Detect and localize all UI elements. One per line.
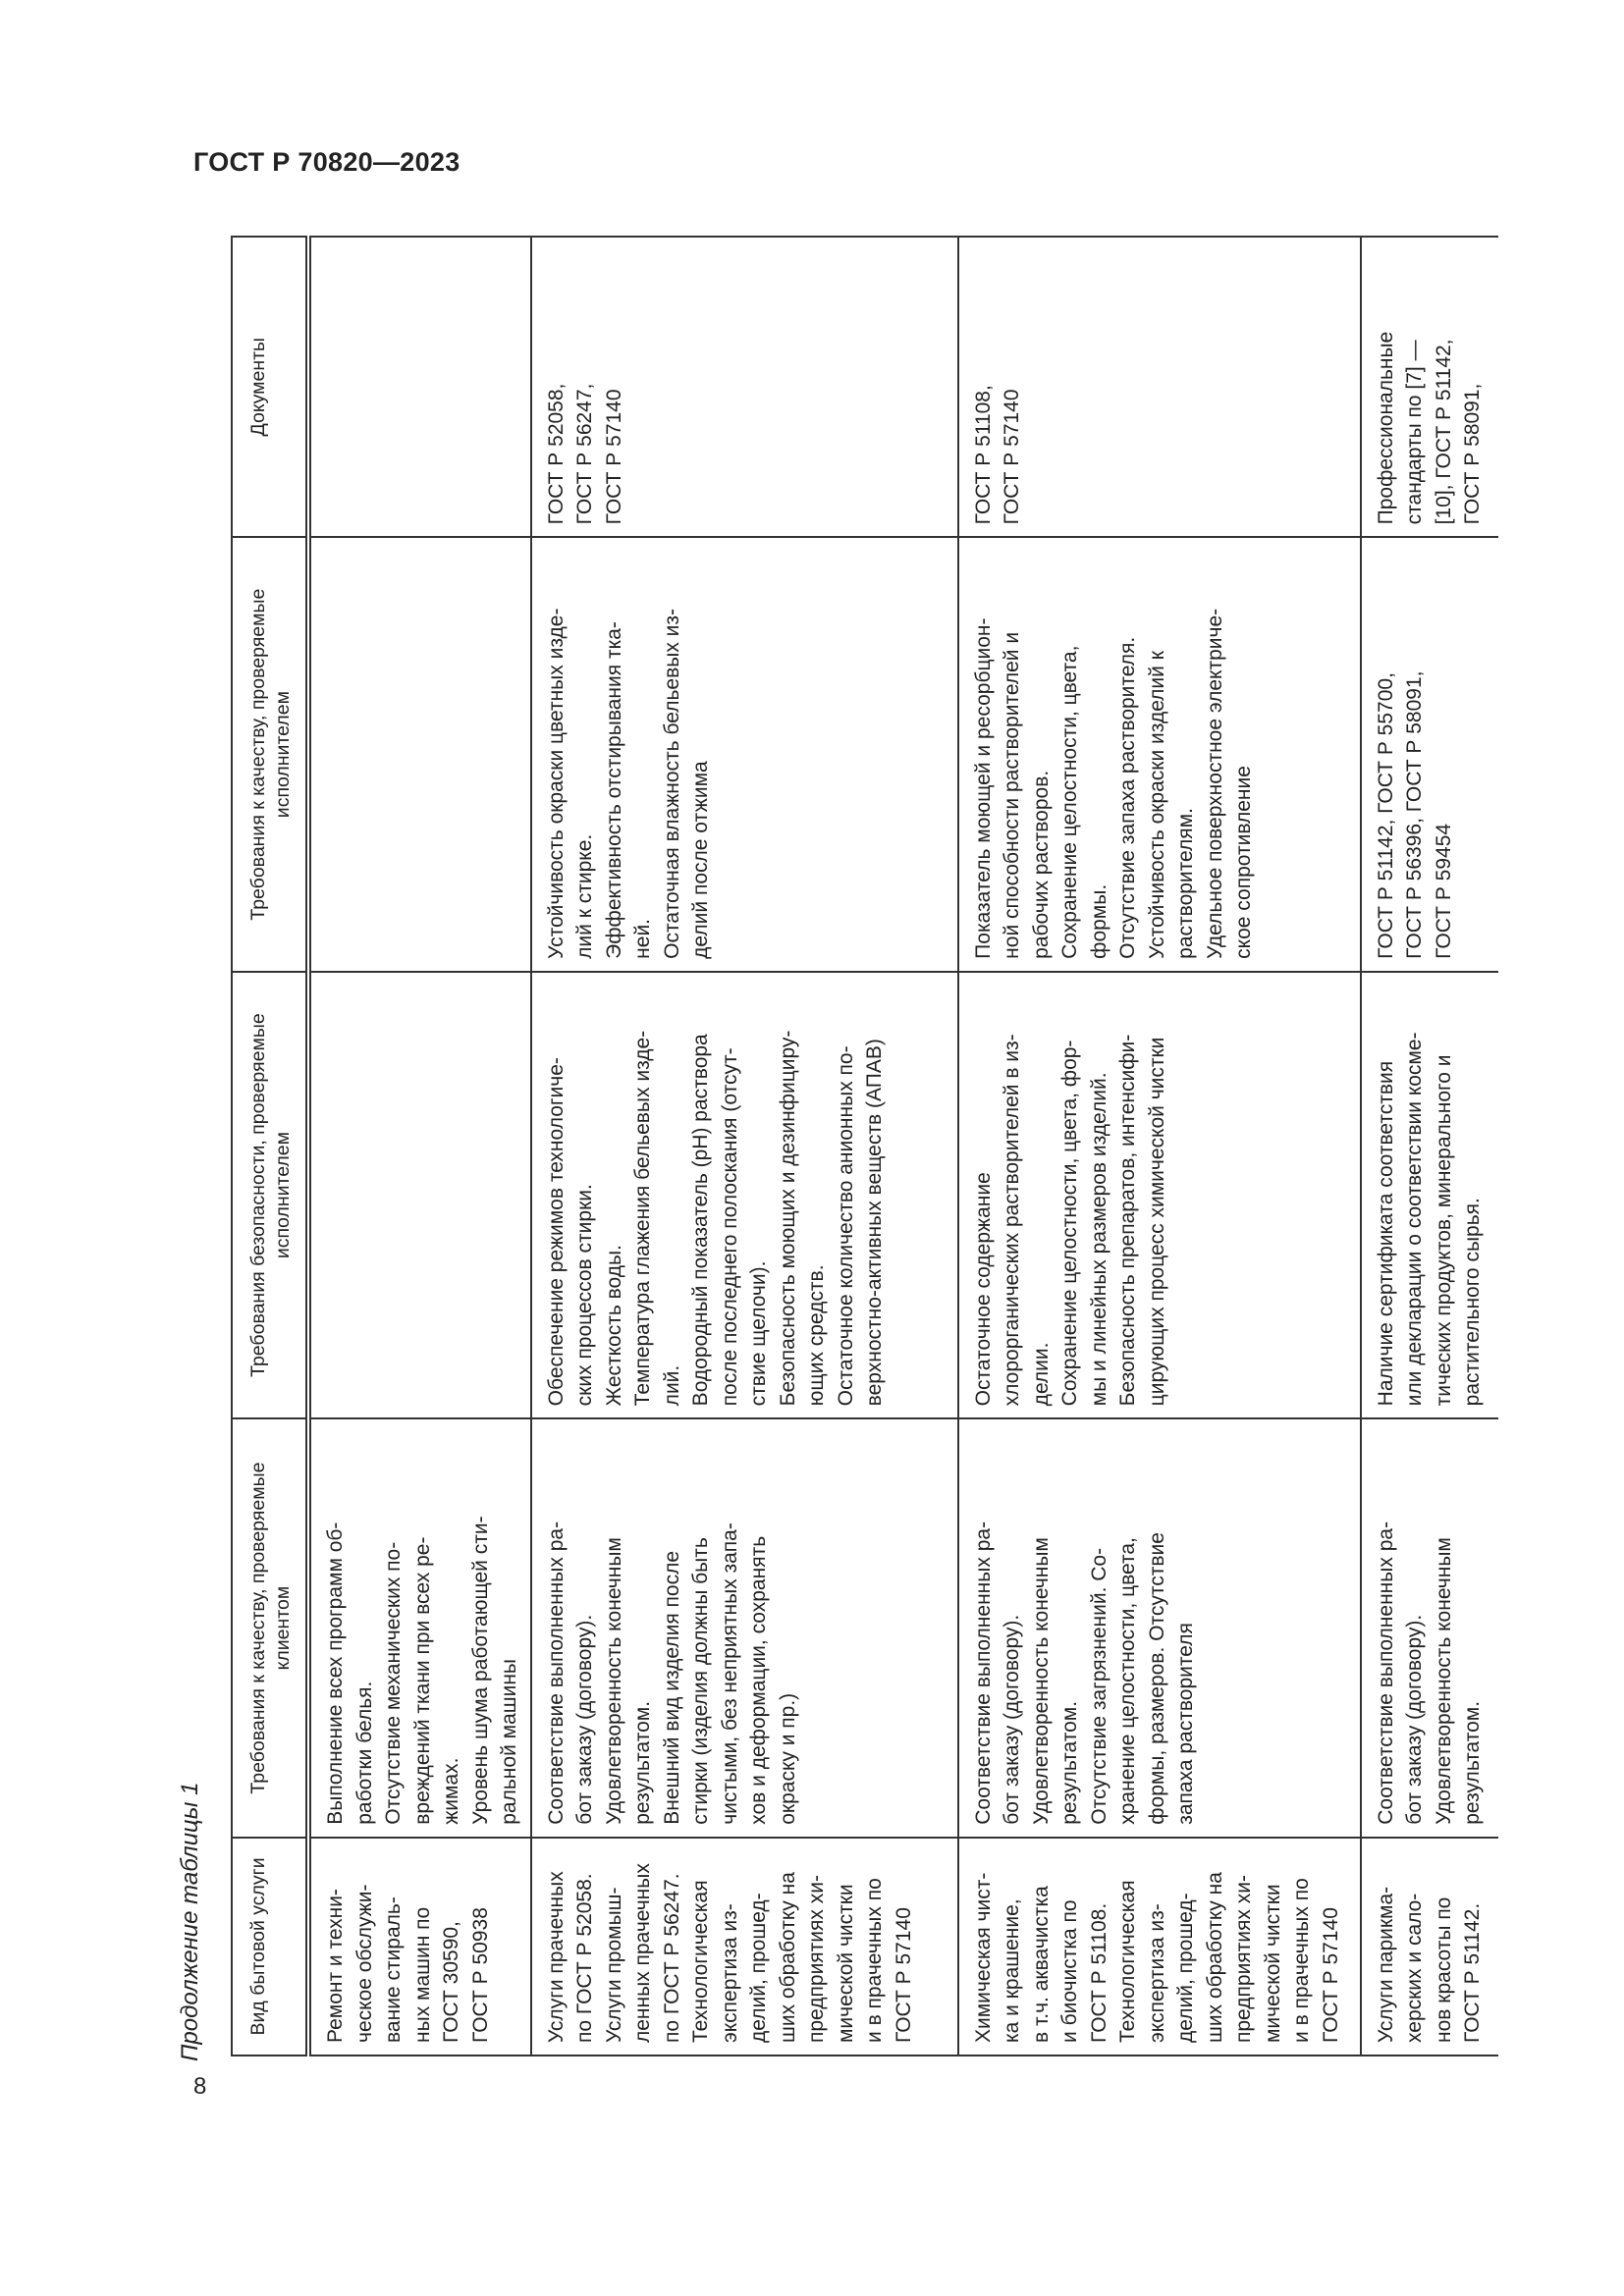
page-number: 8	[193, 2073, 207, 2100]
table-cell: Выполнение всех программ об- работки белья. Отсутствие механических по- вреждений ткани при всех ре- жимах. Уровень шума работающей сти- ральной машины	[308, 1418, 531, 1837]
rotated-page-content	[177, 216, 1484, 2061]
table-cell: Показатель моющей и ресорбцион- ной способности растворителей и рабочих растворов. Сохранение целостности, цвета, формы. Отсутствие запаха растворителя. Устойчивость окраски изделий к растворителям. Удельное поверхностное электриче- ское сопротивление	[958, 537, 1361, 971]
document-header: ГОСТ Р 70820—2023	[193, 147, 460, 177]
table-cell: Соответствие выполненных ра- бот заказу (договору). Удовлетворенность конечным результатом. Отсутствие загрязнений. Со- хранение целостности, цвета, формы, размеров. Отсутствие запаха растворителя	[958, 1418, 1361, 1837]
table-continuation-caption: Продолжение таблицы 1	[177, 1782, 203, 2061]
table-cell: ГОСТ Р 51142, ГОСТ Р 55700, ГОСТ Р 56396, ГОСТ Р 58091, ГОСТ Р 59454	[1361, 537, 1498, 971]
table-cell	[308, 972, 531, 1418]
table-cell: Услуги парикма- херских и сало- нов красоты по ГОСТ Р 51142.	[1361, 1838, 1498, 2056]
table-cell: Профессиональные стандарты по [7] — [10], ГОСТ Р 51142, ГОСТ Р 58091,	[1361, 237, 1498, 537]
column-header-safety: Требования безопасности, проверяемые исполнителем	[232, 972, 308, 1418]
table-cell: Услуги прачечных по ГОСТ Р 52058. Услуги промыш- ленных прачечных по ГОСТ Р 56247. Технологическая экспертиза из- делий, прошед- ших обработку на предприятиях хи- мической чистки и в прачечных по ГОСТ Р 57140	[531, 1838, 958, 2056]
column-header-client-quality: Требования к качеству, проверяемые клиентом	[232, 1418, 308, 1837]
table-row	[1361, 237, 1498, 2056]
table-cell: ГОСТ Р 52058, ГОСТ Р 56247, ГОСТ Р 57140	[531, 237, 958, 537]
table-row	[958, 237, 1361, 2056]
column-header-documents: Документы	[232, 237, 308, 537]
table-cell: Соответствие выполненных ра- бот заказу (договору). Удовлетворенность конечным результатом. Внешний вид изделия после стирки (изделия должны быть чистыми, без неприятных запа- хов и деформации, сохранять окраску и пр.)	[531, 1418, 958, 1837]
table-row	[308, 237, 531, 2056]
table-cell: Химическая чист- ка и крашение, в т.ч. аквачистка и биочистка по ГОСТ Р 51108. Технологическая экспертиза из- делий, прошед- ших обработку на предприятиях хи- мической чистки и в прачечных по ГОСТ Р 57140	[958, 1838, 1361, 2056]
table-cell: Наличие сертификата соответствия или декларации о соответствии косме- тических продуктов, минерального и растительного сырья.	[1361, 972, 1498, 1418]
table-cell: Соответствие выполненных ра- бот заказу (договору). Удовлетворенность конечным результатом.	[1361, 1418, 1498, 1837]
table-cell: Устойчивость окраски цветных изде- лий к стирке. Эффективность отстирывания тка- ней. Остаточная влажность бельевых из- делий после отжима	[531, 537, 958, 971]
table-cell: ГОСТ Р 51108, ГОСТ Р 57140	[958, 237, 1361, 537]
table-cell	[308, 237, 531, 537]
table-row	[531, 237, 958, 2056]
table-header-row	[232, 237, 308, 2056]
column-header-service-type: Вид бытовой услуги	[232, 1838, 308, 2056]
services-requirements-table	[231, 236, 1498, 2056]
table-cell	[308, 537, 531, 971]
column-header-executor-quality: Требования к качеству, проверяемые исполнителем	[232, 537, 308, 971]
table-cell: Ремонт и техни- ческое обслужи- вание стираль- ных машин по ГОСТ 30590, ГОСТ Р 50938	[308, 1838, 531, 2056]
table-cell: Остаточное содержание хлорорганических растворителей в из- делии. Сохранение целостности, цвета, фор- мы и линейных размеров изделий. Безопасность препаратов, интенсифи- цирующих процесс химической чистки	[958, 972, 1361, 1418]
table-cell: Обеспечение режимов технологиче- ских процессов стирки. Жесткость воды. Температура глажения бельевых изде- лий. Водородный показатель (pH) раствора после последнего полоскания (отсут- ствие щелочи). Безопасность моющих и дезинфициру- ющих средств. Остаточное количество анионных по- верхностно-активных веществ (АПАВ)	[531, 972, 958, 1418]
